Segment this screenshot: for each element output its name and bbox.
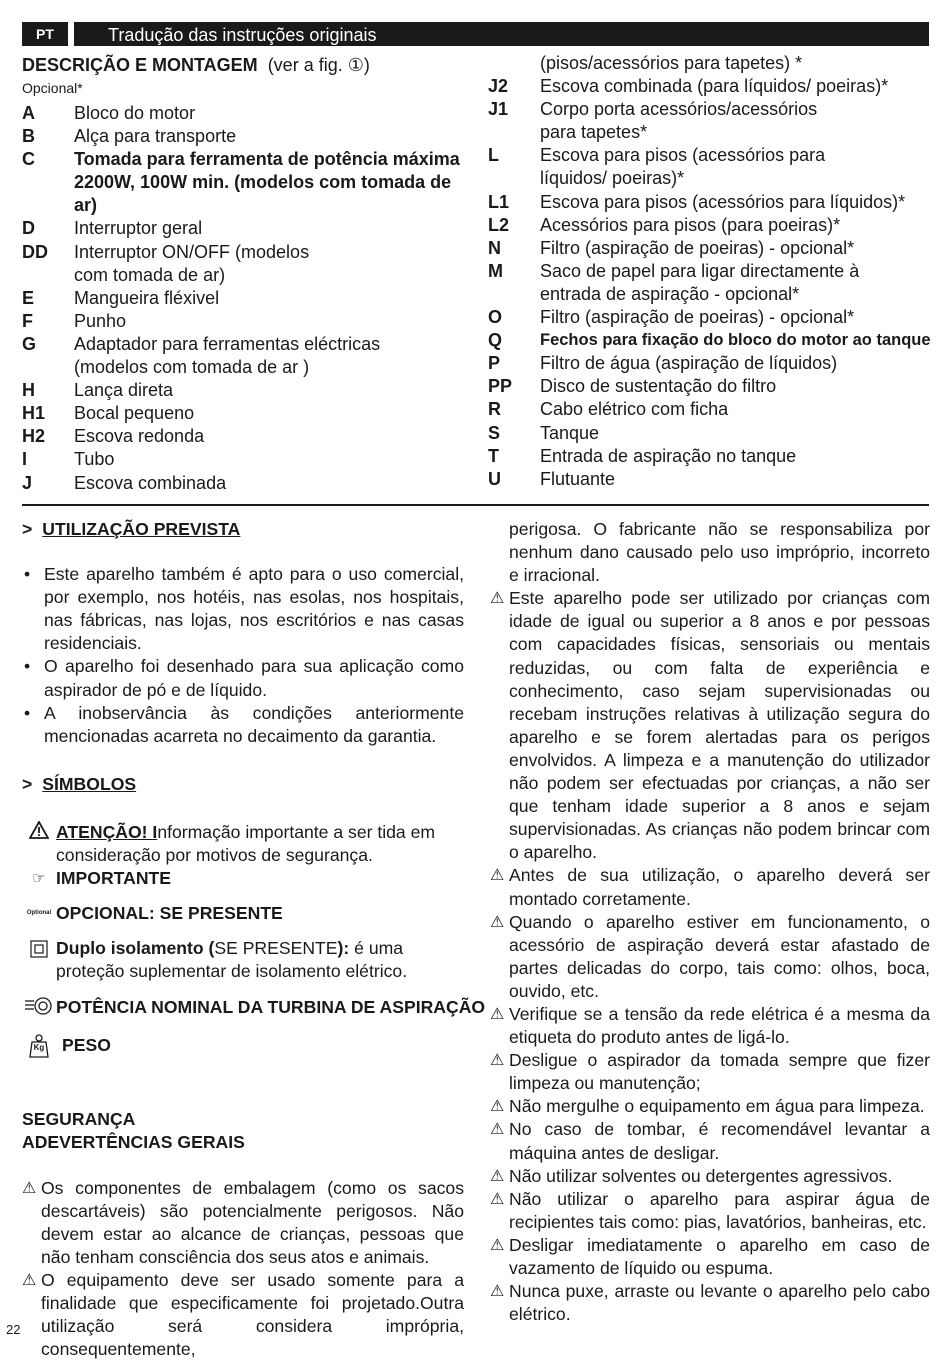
warning-icon: ⚠ [490,1283,505,1301]
section-title-safety: SEGURANÇA [22,1108,136,1129]
double-insulation-icon [22,937,56,964]
parts-list-left [22,102,462,495]
part-item: S Tanque [488,422,600,443]
warning-icon: ⚠ [490,1052,505,1070]
header-title: Tradução das instruções originais [74,22,929,46]
optional-note: Opcional* [22,80,83,96]
part-item: T Entrada de aspiração no tanque [488,445,797,466]
optional-icon: Optional [26,910,52,917]
list-item: • A inobservância às condições anteriormente mencionadas acarreta no decaimento da garantia. [24,702,464,746]
left-column [22,518,486,1362]
turbine-icon [22,996,56,1022]
right-column [490,518,930,1326]
part-item: L1 Escova para pisos (acessórios para líquidos)* [488,191,906,212]
section-title-symbols: > SÍMBOLOS [22,773,137,794]
part-item: L2 Acessórios para pisos (para poeiras)* [488,214,841,235]
section-subtitle-warnings: ADEVERTÊNCIAS GERAIS [22,1131,245,1152]
warning-item: ⚠ Verifique se a tensão da rede elétrica é a mesma da etiqueta do produto antes de ligá-lo. [490,1003,930,1049]
section-title-use: > UTILIZAÇÃO PREVISTA [22,519,241,539]
part-item: M Saco de papel para ligar directamente à entrada de aspiração - opcional* [488,260,860,304]
warning-item: ⚠ Os componentes de embalagem (como os sacos descartáveis) são potencialmente perigosos. Não devem estar ao alcance de crianças, pessoas que não tenham consciência dos seus atos e animais. [22,1177,464,1269]
language-badge: PT [22,22,68,46]
warning-icon: ⚠ [490,1098,505,1116]
section-divider [22,504,929,506]
warning-item: ⚠ No caso de tombar, é recomendável levantar a máquina antes de desligar. [490,1118,930,1164]
symbol-double-insulation: Duplo isolamento (SE PRESENTE): é uma proteção suplementar de isolamento elétrico. [22,937,464,983]
warning-icon: ⚠ [490,867,505,885]
part-item: A Bloco do motor [22,103,196,123]
warning-icon: ⚠ [490,1190,505,1208]
part-item: B Alça para transporte [22,126,237,147]
warning-item: ⚠ Desligar imediatamente o aparelho em caso de vazamento de líquido ou espuma. [490,1234,930,1280]
part-item: DD Interruptor ON/OFF (modelos com tomada de ar) [22,241,310,285]
part-item: J Escova combinada [22,472,227,493]
parts-list-right [488,52,933,491]
symbol-attention: ATENÇÃO! Informação importante a ser tida em consideração por motivos de segurança. [22,821,464,867]
warning-item: ⚠ Não mergulhe o equipamento em água para limpeza. [490,1095,930,1118]
part-item: H2 Escova redonda [22,426,205,447]
symbol-power: POTÊNCIA NOMINAL DA TURBINA DE ASPIRAÇÃO [22,996,464,1022]
part-item: I Tubo [22,449,115,470]
symbol-weight: Kg PESO [22,1034,464,1058]
part-item: D Interruptor geral [22,218,203,239]
warning-item: ⚠ O equipamento deve ser usado somente para a finalidade que especificamente foi projetado.Outra utilização será considera imprópria, consequentemente, [22,1269,464,1361]
part-item: N Filtro (aspiração de poeiras) - opcional* [488,237,855,258]
warning-item: ⚠ Não utilizar o aparelho para aspirar água de recipientes tais como: pias, lavatórios, banheiras, etc. [490,1188,930,1234]
warning-item: ⚠ Nunca puxe, arraste ou levante o aparelho pelo cabo elétrico. [490,1280,930,1326]
list-item: • O aparelho foi desenhado para sua aplicação como aspirador de pó e de líquido. [24,656,464,700]
part-item: J1 Corpo porta acessórios/acessórios para tapetes* [488,99,818,143]
weight-icon: Kg [22,1034,56,1058]
symbol-important: ☞ IMPORTANTE [22,867,464,890]
part-item: U Flutuante [488,468,616,489]
warning-icon: ⚠ [22,1272,37,1290]
part-item: H1 Bocal pequeno [22,403,195,424]
part-item: O Filtro (aspiração de poeiras) - opcional* [488,307,855,328]
warning-icon: ⚠ [490,1121,505,1139]
part-item: C Tomada para ferramenta de potência máxima 2200W, 100W min. (modelos com tomada de ar) [22,149,460,216]
part-item: E Mangueira fléxivel [22,287,220,308]
warning-item: ⚠ Este aparelho pode ser utilizado por crianças com idade de igual ou superior a 8 anos e por pessoas com capacidades físicas, sensoriais ou mentais reduzidas, ou com falta de experiência e conhecimento, caso sejam supervisionadas ou recebam instruções relativas à utilização segura do aparelho e se forem alertadas para os perigos envolvidos. A limpeza e a manutenção do utilizador não podem ser efectuadas por crianças, a não ser que tenham idade superior a 8 anos e sejam supervisionadas. As crianças não podem brincar com o aparelho. [490,587,930,864]
warning-icon: ⚠ [490,913,505,931]
part-item: L Escova para pisos (acessórios para líquidos/ poeiras)* [488,145,826,189]
warning-icon: ⚠ [490,1005,505,1023]
pointing-hand-icon: ☞ [32,870,46,888]
part-item: F Punho [22,310,127,331]
part-item: H Lança direta [22,380,174,401]
warning-icon: ⚠ [490,590,505,608]
warning-item: ⚠ Quando o aparelho estiver em funcionamento, o acessório de aspiração deverá estar afastado de partes delicadas do corpo, tais como: olhos, boca, ouvido, etc. [490,911,930,1003]
warning-icon: ⚠ [490,1167,505,1185]
part-item: R Cabo elétrico com ficha [488,399,729,420]
warning-item: ⚠ Desligue o aspirador da tomada sempre que fizer limpeza ou manutenção; [490,1049,930,1095]
figure-reference: (ver a fig. ①) [267,55,370,75]
part-item: G Adaptador para ferramentas eléctricas (modelos com tomada de ar ) [22,333,381,378]
part-item: Q Fechos para fixação do bloco do motor ao tanque [488,330,931,351]
warning-icon [22,821,56,845]
section-title-description: DESCRIÇÃO E MONTAGEM (ver a fig. ①) [22,55,370,75]
page-number: 22 [6,1322,21,1337]
part-item: P Filtro de água (aspiração de líquidos) [488,353,838,374]
warning-continuation: perigosa. O fabricante não se responsabiliza por nenhum dano causado pelo uso impróprio, incorreto e irracional. [509,519,930,586]
warning-item: ⚠ Não utilizar solventes ou detergentes agressivos. [490,1165,930,1188]
warning-icon: ⚠ [490,1236,505,1254]
page-header [22,22,929,46]
part-item: J2 Escova combinada (para líquidos/ poeiras)* [488,76,889,97]
part-item: PP Disco de sustentação do filtro [488,376,777,397]
list-item: • Este aparelho também é apto para o uso comercial, por exemplo, nos hotéis, nas esolas, nos hospitais, nas fábricas, nas lojas, nos escritórios e nas casas residenciais. [24,564,464,654]
symbol-optional: Optional OPCIONAL: SE PRESENTE [22,902,464,925]
part-item: (pisos/acessórios para tapetes) * [540,53,803,73]
warning-item: ⚠ Antes de sua utilização, o aparelho deverá ser montado corretamente. [490,864,930,910]
warning-icon: ⚠ [22,1179,37,1197]
